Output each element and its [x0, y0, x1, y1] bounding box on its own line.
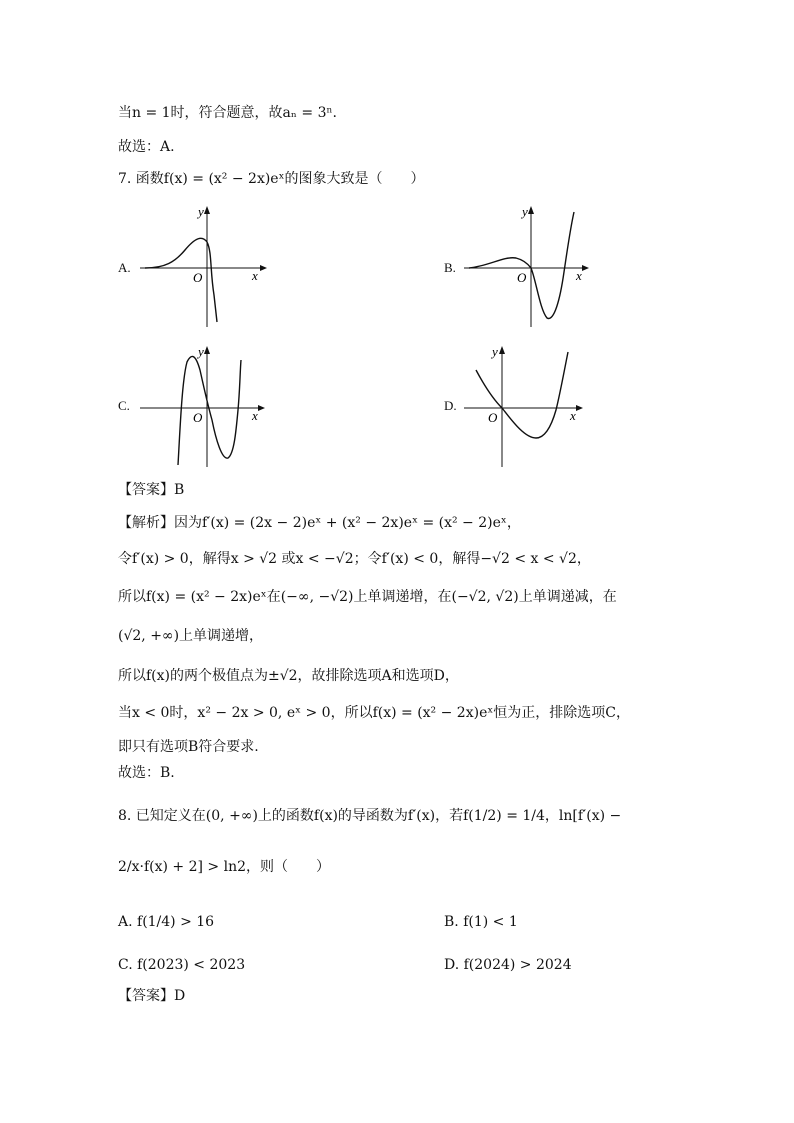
graph-c-y-label: y: [198, 344, 204, 359]
graph-d-y-arrow: [499, 346, 505, 354]
graph-b-origin: O: [517, 270, 527, 285]
graph-d-x-arrow: [576, 405, 583, 411]
conclusion-line: 当n = 1时，符合题意，故aₙ = 3ⁿ.: [118, 105, 338, 121]
graph-d-y-label: y: [492, 344, 498, 359]
q7-option-c-label[interactable]: C.: [118, 398, 130, 413]
graph-c-y-arrow: [204, 346, 210, 354]
graph-c-origin: O: [193, 410, 203, 425]
q7-option-b-label[interactable]: B.: [444, 260, 456, 275]
q7-analysis-line-1: 【解析】因为f′(x) = (2x − 2)eˣ + (x² − 2x)eˣ = (x² − 2)eˣ，: [118, 515, 521, 531]
q8-option-d[interactable]: D. f(2024) > 2024: [444, 957, 572, 973]
graph-b-x-arrow: [582, 265, 589, 271]
q7-answer: 【答案】B: [118, 482, 185, 498]
q8-option-c[interactable]: C. f(2023) < 2023: [118, 957, 246, 973]
q7-analysis-line-6: 当x < 0时，x² − 2x > 0, eˣ > 0，所以f(x) = (x² − 2x)eˣ恒为正，排除选项C，: [118, 705, 630, 721]
q7-analysis-line-3: 所以f(x) = (x² − 2x)eˣ在(−∞, −√2)上单调递增，在(−√2, √2)上单调递减，在: [118, 589, 617, 605]
choose-a-line: 故选：A.: [118, 139, 175, 155]
graph-a-y-label: y: [198, 204, 204, 219]
graph-d-curve: [476, 352, 568, 438]
graph-d-svg: [464, 340, 594, 470]
q8-answer: 【答案】D: [118, 988, 186, 1004]
q7-graph-a[interactable]: [140, 200, 270, 330]
q7-stem: 7. 函数f(x) = (x² − 2x)eˣ的图象大致是（ ）: [118, 171, 425, 187]
graph-b-y-label: y: [522, 204, 528, 219]
graph-a-y-arrow: [204, 206, 210, 214]
graph-c-x-arrow: [258, 405, 265, 411]
q7-analysis-line-4: (√2, +∞)上单调递增，: [118, 628, 264, 644]
graph-b-x-label: x: [576, 268, 582, 283]
q7-graph-d[interactable]: [464, 340, 594, 470]
graph-c-curve: [178, 356, 241, 465]
graph-a-x-arrow: [260, 265, 267, 271]
graph-c-svg: [140, 340, 270, 470]
graph-c-x-label: x: [252, 408, 258, 423]
graph-b-svg: [464, 200, 594, 330]
q7-analysis-line-7: 即只有选项B符合要求.: [118, 739, 259, 755]
graph-b-curve: [469, 212, 574, 318]
q7-graph-c[interactable]: [140, 340, 270, 470]
graph-b-y-arrow: [528, 206, 534, 214]
q7-option-d-label[interactable]: D.: [444, 398, 457, 413]
graph-d-origin: O: [488, 410, 498, 425]
graph-d-x-label: x: [570, 408, 576, 423]
graph-a-svg: [140, 200, 270, 330]
q7-graph-b[interactable]: [464, 200, 594, 330]
q8-stem-line-1: 8. 已知定义在(0, +∞)上的函数f(x)的导函数为f′(x)，若f(1/2) = 1/4，ln[f′(x) −: [118, 808, 622, 824]
q8-option-a[interactable]: A. f(1/4) > 16: [118, 914, 215, 930]
graph-a-curve: [145, 238, 217, 322]
q7-analysis-line-2: 令f′(x) > 0，解得x > √2 或x < −√2；令f′(x) < 0，解得−√2 < x < √2，: [118, 551, 591, 567]
graph-a-origin: O: [193, 270, 203, 285]
q7-option-a-label[interactable]: A.: [118, 260, 131, 275]
q8-option-b[interactable]: B. f(1) < 1: [444, 914, 518, 930]
q7-analysis-line-8: 故选：B.: [118, 765, 175, 781]
graph-a-x-label: x: [252, 268, 258, 283]
q8-stem-line-2: 2/x·f(x) + 2] > ln2，则（ ）: [118, 859, 331, 875]
q7-analysis-line-5: 所以f(x)的两个极值点为±√2，故排除选项A和选项D，: [118, 668, 459, 684]
